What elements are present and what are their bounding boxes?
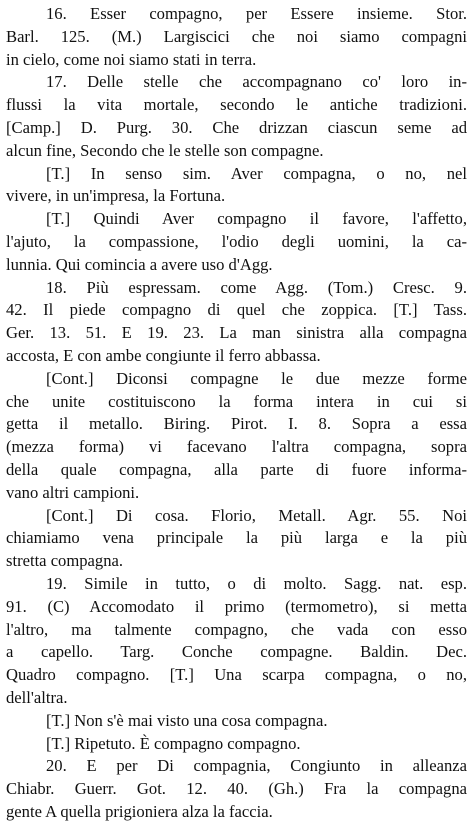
text-line: Quadro compagno. [T.] Una scarpa compagna, o no,: [6, 665, 467, 685]
text-line: [T.] Non s'è mai visto una cosa compagna.: [46, 710, 328, 730]
text-line: l'altro, ma talmente compagno, che vada con esso: [6, 619, 467, 639]
text-line: [Camp.] D. Purg. 30. Che drizzan ciascun seme ad: [6, 117, 467, 137]
text-line: a capello. Targ. Conche compagne. Baldin. Dec.: [6, 642, 467, 662]
text-line: dell'altra.: [6, 687, 68, 707]
text-line: 20. E per Di compagnia, Congiunto in alleanza: [46, 756, 467, 776]
text-line: 91. (C) Accomodato il primo (termometro), si metta: [6, 596, 467, 616]
text-line: della quale compagna, alla parte di fuore informa-: [6, 459, 467, 479]
text-line: l'ajuto, la compassione, l'odio degli uomini, la ca-: [6, 231, 467, 251]
text-line: Ger. 13. 51. E 19. 23. La man sinistra alla compagna: [6, 323, 467, 343]
text-line: in cielo, come noi siamo stati in terra.: [6, 49, 257, 69]
text-line: lunnia. Qui comincia a avere uso d'Agg.: [6, 254, 273, 274]
text-line: chiamiamo vena principale la più larga e la più: [6, 528, 467, 548]
text-line: (mezza forma) vi facevano l'altra compagna, sopra: [6, 437, 467, 457]
text-line: getta il metallo. Biring. Pirot. I. 8. Sopra a essa: [6, 414, 467, 434]
text-line: flussi la vita mortale, secondo le antiche tradizioni.: [6, 95, 467, 115]
text-line: gente A quella prigioniera alza la faccia.: [6, 801, 273, 821]
text-line: 18. Più espressam. come Agg. (Tom.) Cresc. 9.: [46, 277, 467, 297]
entry-text: [6, 3, 467, 824]
text-line: 16. Esser compagno, per Essere insieme. Stor.: [46, 4, 467, 23]
text-line: accosta, E con ambe congiunte il ferro abbassa.: [6, 345, 321, 365]
text-line: vano altri campioni.: [6, 482, 140, 502]
text-line: [T.] In senso sim. Aver compagna, o no, nel: [46, 163, 467, 183]
text-line: [Cont.] Di cosa. Florio, Metall. Agr. 55. Noi: [46, 505, 467, 525]
text-line: vivere, in un'impresa, la Fortuna.: [6, 186, 226, 206]
text-line: 19. Simile in tutto, o di molto. Sagg. nat. esp.: [46, 573, 467, 593]
text-line: [T.] Quindi Aver compagno il favore, l'affetto,: [46, 209, 467, 229]
text-line: alcun fine, Secondo che le stelle son compagne.: [6, 140, 324, 160]
text-line: che unite costituiscono la forma intera in cui si: [6, 391, 467, 411]
text-line: stretta compagna.: [6, 551, 124, 571]
text-line: 42. Il piede compagno di quel che zoppica. [T.] Tass.: [6, 300, 467, 320]
text-line: Chiabr. Guerr. Got. 12. 40. (Gh.) Fra la compagna: [6, 779, 467, 799]
text-line: [T.] Ripetuto. È compagno compagno.: [46, 733, 301, 753]
text-line: 17. Delle stelle che accompagnano co' loro in-: [46, 72, 467, 92]
text-line: Barl. 125. (M.) Largiscici che noi siamo compagni: [6, 26, 467, 46]
text-line: [Cont.] Diconsi compagne le due mezze forme: [46, 368, 467, 388]
